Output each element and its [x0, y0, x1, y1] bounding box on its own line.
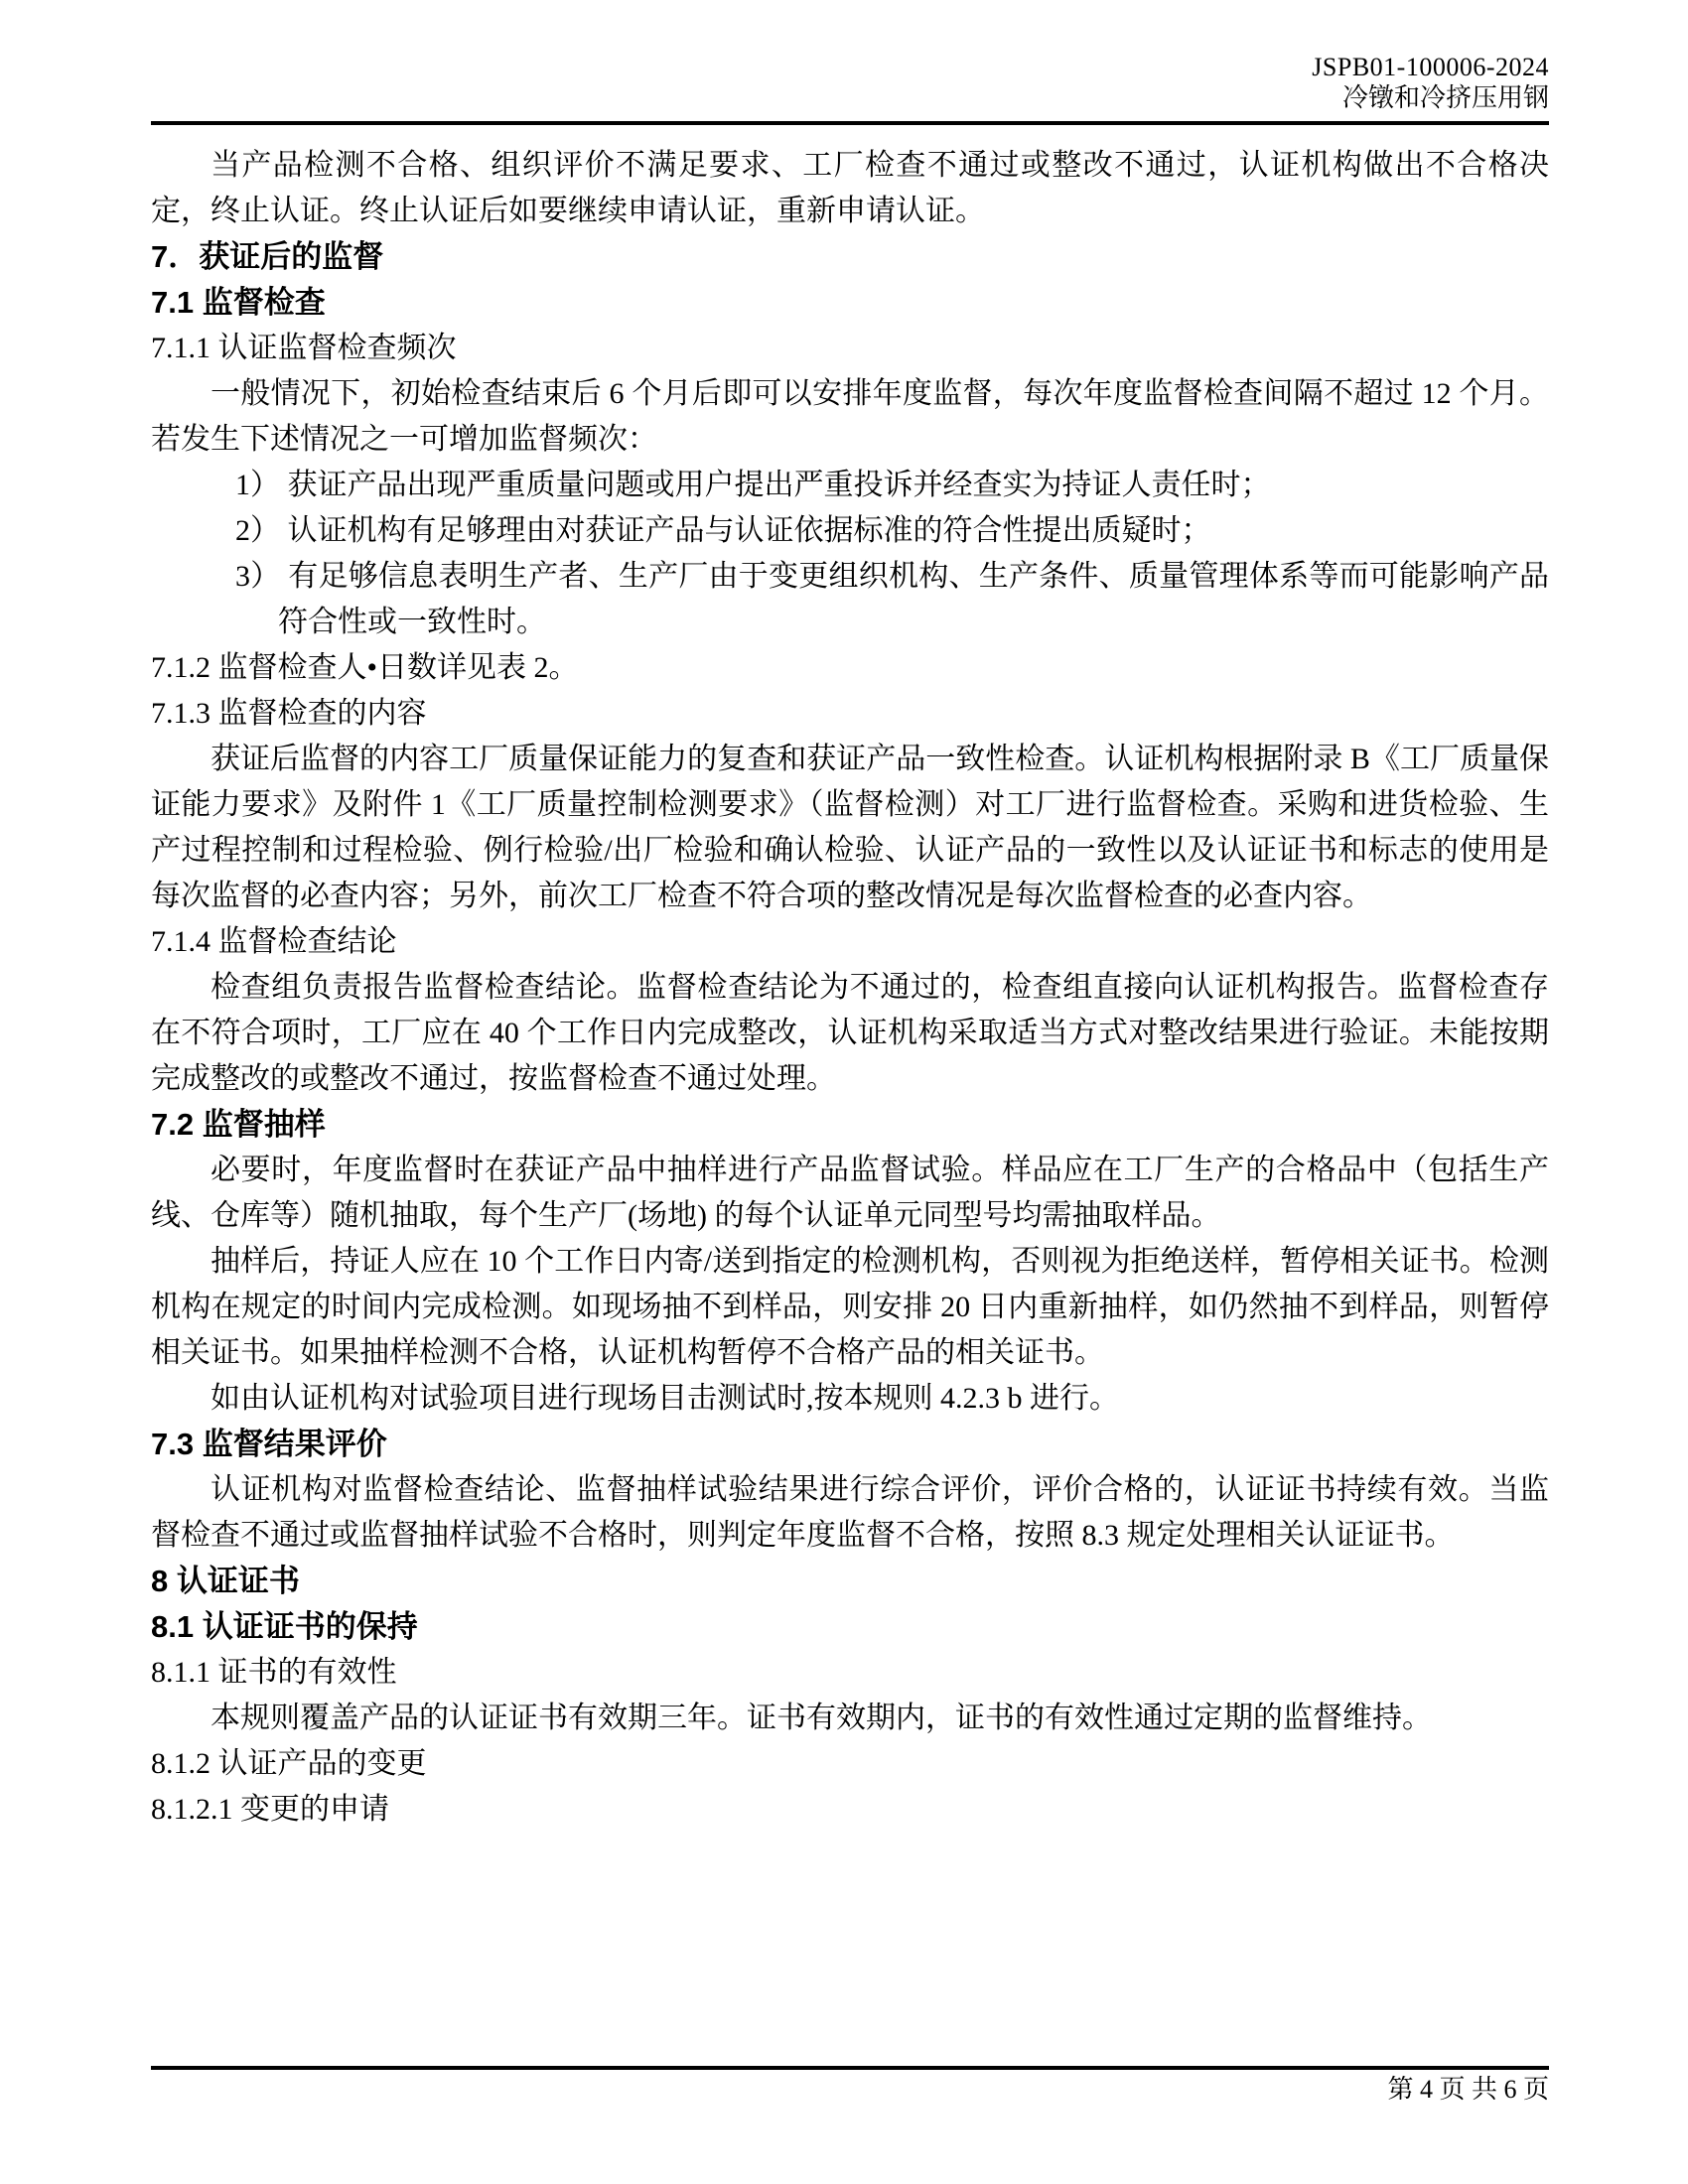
paragraph-supervision-content: 获证后监督的内容工厂质量保证能力的复查和获证产品一致性检查。认证机构根据附录 B《工厂质量保证能力要求》及附件 1《工厂质量控制检测要求》（监督检测）对工厂进行监督检查。采购和进货检验、生产过程控制和过程检验、例行检验/出厂检验和确认检验、认证产品的一致性以及认证证书和标志的使用是每次监督的必查内容；另外，前次工厂检查不符合项的整改情况是每次监督检查的必查内容。 [151, 743, 1549, 912]
heading-7-2: 7.2 监督抽样 [151, 1107, 326, 1142]
subheading-8-1-2-1: 8.1.2.1 变更的申请 [151, 1793, 389, 1826]
page-footer [151, 2066, 1549, 2106]
paragraph-rejection-decision: 当产品检测不合格、组织评价不满足要求、工厂检查不通过或整改不通过，认证机构做出不合格决定，终止认证。终止认证后如要继续申请认证，重新申请认证。 [151, 149, 1549, 227]
footer-rule [151, 2066, 1549, 2070]
heading-8: 8 认证证书 [151, 1564, 300, 1598]
list-item-3: 3） 有足够信息表明生产者、生产厂由于变更组织机构、生产条件、质量管理体系等而可能影响产品符合性或一致性时。 [235, 560, 1549, 638]
paragraph-sampling-2: 抽样后，持证人应在 10 个工作日内寄/送到指定的检测机构，否则视为拒绝送样，暂停相关证书。检测机构在规定的时间内完成检测。如现场抽不到样品，则安排 20 日内重新抽样，如仍然抽不到样品，则暂停相关证书。如果抽样检测不合格，认证机构暂停不合格产品的相关证书。 [151, 1245, 1549, 1369]
subheading-7-1-2: 7.1.2 监督检查人•日数详见表 2。 [151, 651, 579, 684]
header-rule [151, 121, 1549, 125]
list-item-1: 1） 获证产品出现严重质量问题或用户提出严重投诉并经查实为持证人责任时； [235, 469, 1271, 501]
header-doc-title: 冷镦和冷挤压用钢 [1341, 83, 1549, 112]
header-doc-number: JSPB01-100006-2024 [1312, 53, 1549, 81]
document-body [151, 143, 1549, 1833]
paragraph-certificate-validity: 本规则覆盖产品的认证证书有效期三年。证书有效期内，证书的有效性通过定期的监督维持。 [211, 1702, 1432, 1734]
subheading-7-1-1: 7.1.1 认证监督检查频次 [151, 332, 457, 364]
heading-8-1: 8.1 认证证书的保持 [151, 1609, 418, 1644]
paragraph-witness-test: 如由认证机构对试验项目进行现场目击测试时,按本规则 4.2.3 b 进行。 [211, 1382, 1119, 1415]
subheading-8-1-1: 8.1.1 证书的有效性 [151, 1656, 397, 1689]
paragraph-supervision-frequency: 一般情况下，初始检查结束后 6 个月后即可以安排年度监督，每次年度监督检查间隔不超过 12 个月。若发生下述情况之一可增加监督频次： [151, 377, 1549, 456]
heading-7: 7．获证后的监督 [151, 239, 384, 274]
heading-7-3: 7.3 监督结果评价 [151, 1427, 387, 1461]
page-header [151, 52, 1549, 113]
paragraph-result-evaluation: 认证机构对监督检查结论、监督抽样试验结果进行综合评价，评价合格的，认证证书持续有效。当监督检查不通过或监督抽样试验不合格时，则判定年度监督不合格，按照 8.3 规定处理相关认证证书。 [151, 1473, 1549, 1552]
subheading-7-1-4: 7.1.4 监督检查结论 [151, 925, 397, 958]
subheading-8-1-2: 8.1.2 认证产品的变更 [151, 1747, 427, 1780]
list-item-2: 2） 认证机构有足够理由对获证产品与认证依据标准的符合性提出质疑时； [235, 514, 1211, 547]
heading-7-1: 7.1 监督检查 [151, 285, 326, 320]
paragraph-sampling-1: 必要时，年度监督时在获证产品中抽样进行产品监督试验。样品应在工厂生产的合格品中（包括生产线、仓库等）随机抽取，每个生产厂(场地) 的每个认证单元同型号均需抽取样品。 [151, 1154, 1549, 1232]
page-number: 第 4 页 共 6 页 [1387, 2075, 1549, 2104]
paragraph-supervision-conclusion: 检查组负责报告监督检查结论。监督检查结论为不通过的，检查组直接向认证机构报告。监督检查存在不符合项时，工厂应在 40 个工作日内完成整改，认证机构采取适当方式对整改结果进行验证。未能按期完成整改的或整改不通过，按监督检查不通过处理。 [151, 971, 1549, 1095]
subheading-7-1-3: 7.1.3 监督检查的内容 [151, 697, 427, 730]
